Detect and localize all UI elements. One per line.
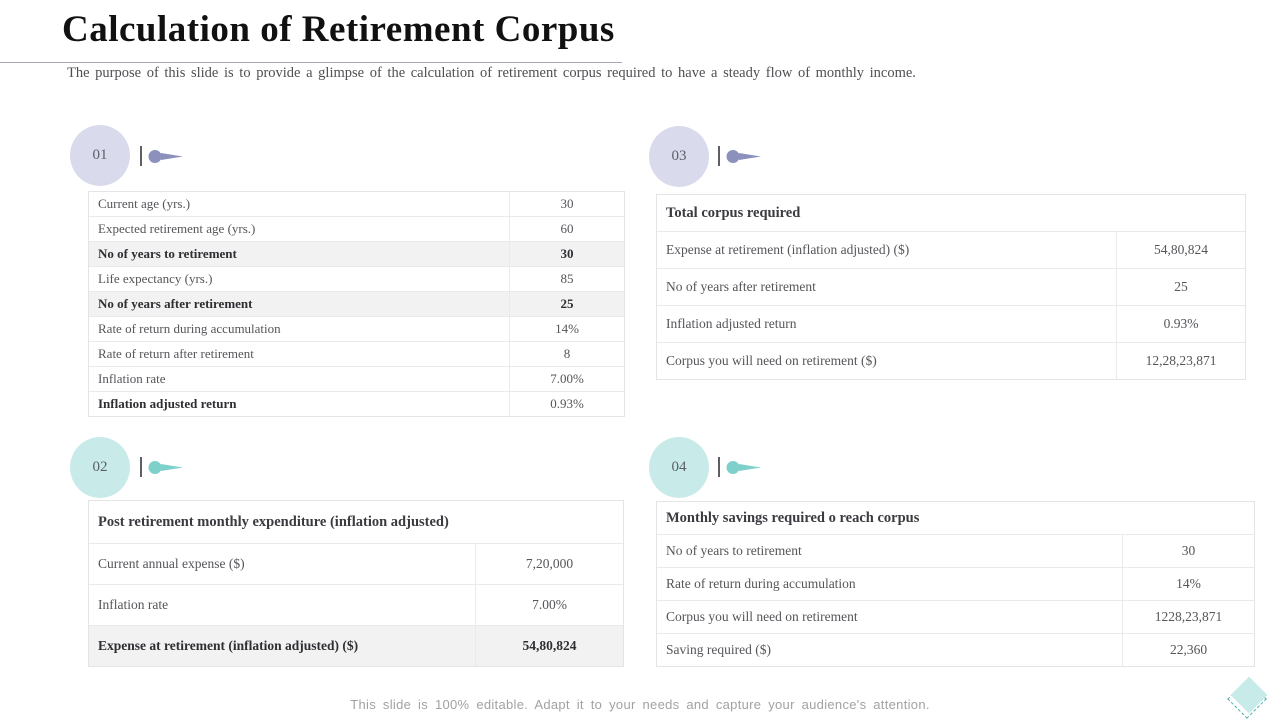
table-header: Post retirement monthly expenditure (inflation adjusted) (98, 513, 449, 530)
table-row (89, 584, 623, 625)
table-row (657, 534, 1254, 567)
pin-bar-icon (140, 146, 142, 166)
pin-pointer-icon (726, 460, 762, 475)
row-label: Current annual expense ($) (89, 544, 476, 584)
row-value: 60 (560, 221, 574, 236)
row-value: 12,28,23,871 (1145, 353, 1217, 368)
table-header-row (89, 501, 623, 543)
row-label: Current age (yrs.) (89, 192, 510, 216)
row-label: Inflation rate (89, 367, 510, 391)
pin-pointer-icon (148, 460, 184, 475)
row-label: Inflation adjusted return (657, 306, 1117, 342)
row-value: 25 (560, 296, 574, 311)
table-row (657, 342, 1245, 379)
row-value: 54,80,824 (522, 638, 577, 653)
table-header-row (657, 195, 1245, 231)
row-label: Expected retirement age (yrs.) (89, 217, 510, 241)
pin-bar-icon (140, 457, 142, 477)
title-divider (0, 62, 622, 63)
row-label: Inflation adjusted return (89, 392, 510, 416)
table-row (89, 391, 624, 416)
row-label: No of years to retirement (89, 242, 510, 266)
table-row (657, 600, 1254, 633)
row-label: Rate of return after retirement (89, 342, 510, 366)
badge-01 (70, 125, 130, 186)
row-label: Expense at retirement (inflation adjusted) ($) (657, 232, 1117, 268)
page-title: Calculation of Retirement Corpus (62, 9, 615, 50)
row-value: 1228,23,871 (1154, 609, 1223, 624)
row-value: 54,80,824 (1154, 242, 1208, 257)
row-value: 7.00% (532, 597, 567, 612)
footer-note: This slide is 100% editable. Adapt it to your needs and capture your audience's attention. (350, 697, 930, 712)
pin-icon (140, 146, 184, 166)
row-value: 30 (560, 196, 574, 211)
badge-03-label: 03 (671, 148, 687, 164)
pin-bar-icon (718, 457, 720, 477)
table-02 (88, 500, 624, 667)
badge-03 (649, 126, 709, 187)
diamond-logo (1225, 675, 1275, 721)
table-row (89, 625, 623, 666)
table-row (89, 266, 624, 291)
row-label: Inflation rate (89, 585, 476, 625)
row-label: No of years after retirement (89, 292, 510, 316)
table-header: Monthly savings required o reach corpus (666, 509, 920, 526)
pin-icon (718, 457, 762, 477)
page-subtitle: The purpose of this slide is to provide a glimpse of the calculation of retirement corpus required to have a steady flow of monthly income. (67, 65, 916, 81)
pin-icon (718, 146, 762, 166)
table-header-row (657, 502, 1254, 534)
pin-pointer-icon (726, 149, 762, 164)
table-row (657, 305, 1245, 342)
table-row (657, 231, 1245, 268)
row-label: Corpus you will need on retirement ($) (657, 343, 1117, 379)
row-label: Rate of return during accumulation (89, 317, 510, 341)
row-value: 8 (563, 346, 571, 361)
table-row (89, 241, 624, 266)
table-row (89, 366, 624, 391)
row-value: 25 (1174, 279, 1188, 294)
table-row (657, 567, 1254, 600)
row-value: 0.93% (1163, 316, 1199, 331)
table-row (89, 291, 624, 316)
table-row (89, 192, 624, 216)
table-row (89, 216, 624, 241)
badge-04 (649, 437, 709, 498)
pin-pointer-icon (148, 149, 184, 164)
row-label: Corpus you will need on retirement (657, 601, 1123, 633)
row-label: No of years to retirement (657, 535, 1123, 567)
row-label: Life expectancy (yrs.) (89, 267, 510, 291)
pin-icon (140, 457, 184, 477)
table-row (89, 543, 623, 584)
row-value: 7,20,000 (525, 556, 574, 571)
table-row (89, 316, 624, 341)
row-value: 14% (1176, 576, 1201, 591)
row-label: Rate of return during accumulation (657, 568, 1123, 600)
badge-02 (70, 437, 130, 498)
table-row (89, 341, 624, 366)
row-value: 85 (560, 271, 574, 286)
row-value: 22,360 (1169, 642, 1208, 657)
table-01 (88, 191, 625, 417)
table-row (657, 268, 1245, 305)
row-label: Saving required ($) (657, 634, 1123, 666)
badge-02-label: 02 (92, 459, 108, 475)
row-value: 14% (555, 321, 579, 336)
pin-bar-icon (718, 146, 720, 166)
badge-04-label: 04 (671, 459, 687, 475)
row-label: Expense at retirement (inflation adjusted) ($) (89, 626, 476, 666)
row-value: 30 (560, 246, 574, 261)
row-value: 7.00% (550, 371, 584, 386)
table-03 (656, 194, 1246, 380)
row-label: No of years after retirement (657, 269, 1117, 305)
table-04 (656, 501, 1255, 667)
row-value: 0.93% (550, 396, 584, 411)
table-row (657, 633, 1254, 666)
table-header: Total corpus required (666, 204, 801, 221)
row-value: 30 (1181, 543, 1196, 558)
badge-01-label: 01 (92, 147, 108, 163)
